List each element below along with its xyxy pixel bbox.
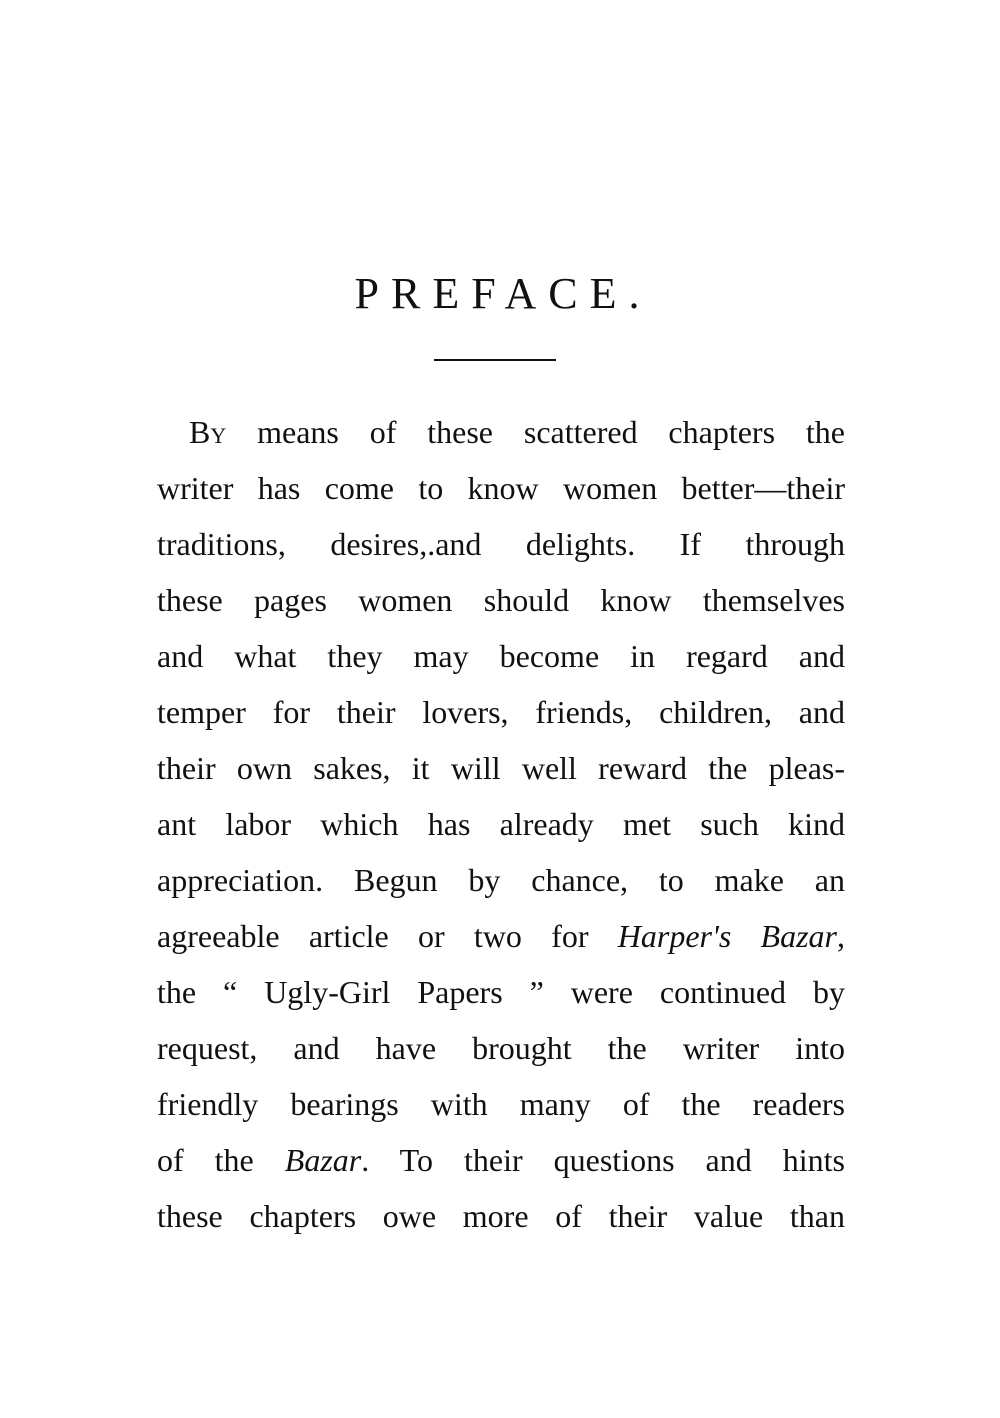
- text-segment: their own sakes, it will well reward the pleas-: [157, 750, 845, 786]
- text-line: [157, 852, 845, 908]
- text-line: [157, 516, 845, 572]
- text-line: [157, 740, 845, 796]
- text-segment: these pages women should know themselves: [157, 582, 845, 618]
- text-segment: and what they may become in regard and: [157, 638, 845, 674]
- text-segment: temper for their lovers, friends, children, and: [157, 694, 845, 730]
- text-segment: agreeable article or two for: [157, 918, 618, 954]
- text-segment: writer has come to know women better—their: [157, 470, 845, 506]
- text-line: [157, 1020, 845, 1076]
- text-line: [157, 628, 845, 684]
- text-segment: means of these scattered chapters the: [226, 414, 845, 450]
- text-line: [157, 796, 845, 852]
- text-segment: appreciation. Begun by chance, to make an: [157, 862, 845, 898]
- preface-paragraph: [157, 404, 845, 1244]
- text-line: [157, 572, 845, 628]
- text-segment: request, and have brought the writer into: [157, 1030, 845, 1066]
- text-segment: the “ Ugly-Girl Papers ” were continued by: [157, 974, 845, 1010]
- title-rule-divider: [434, 359, 556, 361]
- text-segment: traditions, desires,.and delights. If through: [157, 526, 845, 562]
- text-line: [157, 964, 845, 1020]
- text-segment: ,: [837, 918, 845, 954]
- text-line: [157, 404, 845, 460]
- text-segment: these chapters owe more of their value than: [157, 1198, 845, 1234]
- italic-title-text: Harper's Bazar: [617, 918, 838, 954]
- page-title: PREFACE.: [354, 269, 652, 318]
- text-segment: of the: [157, 1142, 285, 1178]
- text-line: [157, 460, 845, 516]
- text-line: [157, 1188, 845, 1244]
- text-segment: ant labor which has already met such kind: [157, 806, 845, 842]
- text-line: [157, 684, 845, 740]
- italic-title-text: Bazar: [284, 1142, 362, 1178]
- text-segment: By: [189, 414, 227, 450]
- text-line: [157, 1132, 845, 1188]
- text-line: [157, 1076, 845, 1132]
- text-segment: . To their questions and hints: [361, 1142, 845, 1178]
- text-line: [157, 908, 845, 964]
- text-segment: friendly bearings with many of the readers: [157, 1086, 845, 1122]
